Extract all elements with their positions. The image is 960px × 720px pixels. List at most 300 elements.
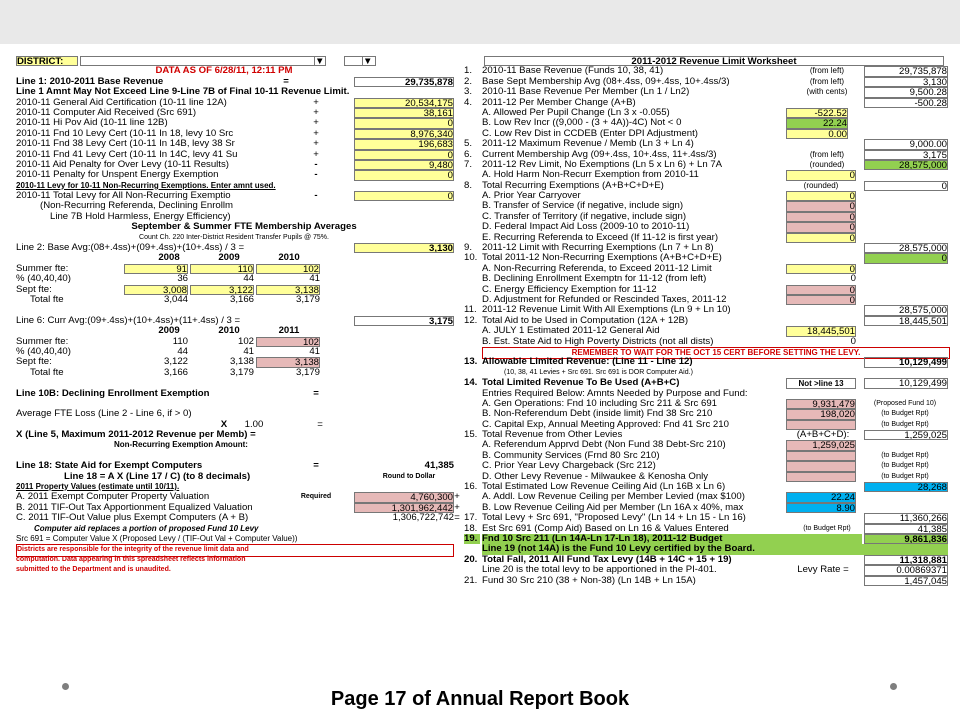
- left-cell: =: [283, 76, 289, 87]
- district-dropdown-arrow[interactable]: ▼: [315, 56, 325, 67]
- right-cell: 9.: [464, 243, 473, 254]
- right-cell[interactable]: 0: [786, 191, 856, 201]
- left-cell[interactable]: 3,008: [124, 285, 188, 295]
- left-cell: 2010: [278, 253, 300, 264]
- right-cell: 14.: [464, 378, 478, 389]
- right-cell: B. Est. State Aid to High Poverty Districts (not all dists): [482, 336, 714, 347]
- left-cell: 2010-11 Levy for 10-11 Non-Recurring Exemptions. Enter amnt used.: [16, 180, 276, 190]
- right-cell[interactable]: [786, 461, 856, 471]
- right-cell: 8.: [464, 180, 473, 191]
- right-cell: 6.: [464, 149, 473, 160]
- left-cell[interactable]: 1,301,962,442: [354, 503, 454, 513]
- right-cell: A. Addl. Low Revenue Ceiling per Member Levied (max $100): [482, 492, 745, 503]
- right-cell[interactable]: 0: [864, 253, 948, 263]
- right-cell[interactable]: 9,500.28: [864, 87, 948, 97]
- right-row: [464, 264, 950, 274]
- right-cell[interactable]: 28,268: [864, 482, 948, 492]
- left-row: [14, 264, 460, 274]
- right-cell: 15.: [464, 430, 478, 441]
- left-row: [14, 534, 460, 544]
- right-cell: 18.: [464, 523, 478, 534]
- left-cell: Summer fte:: [16, 263, 69, 274]
- left-cell: Line 10B: Declining Enrollment Exemption: [16, 388, 210, 399]
- left-cell: Line 2: Base Avg:(08+.4ss)+(09+.4ss)+(10+.4ss) / 3 =: [16, 243, 245, 254]
- right-cell[interactable]: 10,129,499: [864, 357, 948, 367]
- right-cell: (10, 38, 41 Levies + Src 691. Src 691 is DOR Computer Aid.): [504, 368, 693, 376]
- right-row: [464, 201, 950, 211]
- left-row: [14, 233, 460, 243]
- left-cell: DATA AS OF 6/28/11, 12:11 PM: [155, 66, 293, 77]
- right-cell[interactable]: 28,575,000: [864, 305, 948, 315]
- right-cell: (to Budget Rpt): [803, 524, 851, 532]
- right-cell: 16.: [464, 482, 478, 493]
- left-cell: 36: [177, 274, 188, 285]
- top-bar: [0, 0, 960, 44]
- left-row: [14, 337, 460, 347]
- right-row: [464, 472, 950, 482]
- right-cell: B. Low Revenue Ceiling Aid per Member (Ln 16A x 40%, max: [482, 502, 744, 513]
- right-worksheet-pane: [464, 56, 950, 586]
- left-cell: computation. Data appearing in this spreadsheet reflects information: [16, 555, 246, 563]
- right-cell[interactable]: -500.28: [864, 98, 948, 108]
- right-row: [464, 139, 950, 149]
- left-cell[interactable]: 0: [354, 150, 454, 160]
- left-cell: 41: [309, 274, 320, 285]
- right-row: [464, 129, 950, 139]
- left-cell: -: [314, 170, 318, 181]
- right-cell: 2.: [464, 76, 473, 87]
- right-row: [464, 274, 950, 284]
- right-cell: (to Budget Rpt): [881, 451, 929, 459]
- right-cell: Levy Rate =: [797, 565, 849, 576]
- left-cell: 41,385: [424, 461, 454, 472]
- right-row: [464, 368, 950, 378]
- left-row: [14, 555, 460, 565]
- left-cell[interactable]: 102: [256, 337, 320, 347]
- left-row: [14, 316, 460, 326]
- left-cell[interactable]: 9,480: [354, 160, 454, 170]
- left-cell: 3,179: [295, 367, 320, 378]
- right-row: [464, 420, 950, 430]
- left-cell: Line 1 Amnt May Not Exceed Line 9-Line 7B of Final 10-11 Revenue Limit.: [16, 87, 350, 98]
- right-cell: (A+B+C+D):: [796, 430, 850, 441]
- left-row: [14, 440, 460, 450]
- right-row: [464, 440, 950, 450]
- right-cell[interactable]: 0: [786, 170, 856, 180]
- left-row: [14, 368, 460, 378]
- right-row: [464, 108, 950, 118]
- right-cell[interactable]: 0: [786, 264, 856, 274]
- left-cell: Line 7B Hold Harmless, Energy Efficiency): [50, 211, 231, 222]
- right-cell: 1.: [464, 66, 473, 77]
- left-cell: 2011 Property Values (estimate until 10/11).: [16, 482, 180, 492]
- right-cell: Line 19 (not 14A) is the Fund 10 Levy certified by the Board.: [482, 544, 948, 554]
- left-cell: 2011: [278, 326, 300, 337]
- left-row: [14, 201, 460, 211]
- left-row: [14, 170, 460, 180]
- left-cell: 2010-11 Computer Aid Received (Src 691): [16, 107, 197, 118]
- left-cell: (Non-Recurring Referenda, Declining Enrollm: [40, 201, 234, 212]
- right-cell: Total 2011-12 Non-Recurring Exemptions (A+B+C+D+E): [482, 253, 722, 264]
- left-cell: C. 2011 TIF-Out Value plus Exempt Computers (A + B): [16, 513, 249, 524]
- left-row: [14, 430, 460, 440]
- left-cell: 2010-11 Fnd 38 Levy Cert (10-11 In 14B, levy 38 Sr: [16, 139, 235, 150]
- left-row: [14, 503, 460, 513]
- right-cell[interactable]: 8.90: [786, 503, 856, 513]
- left-cell: Sept fte:: [16, 357, 52, 368]
- left-cell[interactable]: 38,161: [354, 108, 454, 118]
- left-cell[interactable]: 3,130: [354, 243, 454, 253]
- right-cell: Allowable Limited Revenue: (Line 11 - Line 12): [482, 357, 693, 368]
- left-cell: 41: [243, 346, 254, 357]
- left-row: [14, 347, 460, 357]
- left-cell: =: [313, 388, 319, 399]
- left-row: [14, 87, 460, 97]
- right-cell: Total Limited Revenue To Be Used (A+B+C): [482, 378, 680, 389]
- right-cell: 17.: [464, 513, 478, 524]
- right-row: [464, 399, 950, 409]
- left-row: [14, 222, 460, 232]
- left-cell[interactable]: 91: [124, 264, 188, 274]
- right-cell[interactable]: 1,259,025: [786, 440, 856, 450]
- right-cell: 5.: [464, 139, 473, 150]
- right-cell[interactable]: [786, 451, 856, 461]
- right-cell: 2011-12 Per Member Change (A+B): [482, 97, 636, 108]
- left-row: [14, 243, 460, 253]
- left-cell: Line 18: State Aid for Exempt Computers: [16, 461, 203, 472]
- right-cell: Total Revenue from Other Levies: [482, 430, 623, 441]
- right-cell: E. Recurring Referenda to Exceed (If 11-12 is first year): [482, 232, 719, 243]
- right-cell[interactable]: 0.00869371: [864, 565, 948, 575]
- right-cell[interactable]: 28,575,000: [864, 160, 948, 170]
- left-row: [14, 108, 460, 118]
- left-row: [14, 191, 460, 201]
- right-cell[interactable]: [786, 472, 856, 482]
- left-cell: 1.00: [244, 419, 264, 430]
- left-cell: +: [313, 139, 319, 150]
- left-cell: 41: [309, 346, 320, 357]
- right-cell[interactable]: 18,445,501: [786, 326, 856, 336]
- right-cell: A. Referendum Apprvd Debt (Non Fund 38 Debt-Src 210): [482, 440, 726, 451]
- right-cell[interactable]: 22.24: [786, 118, 848, 128]
- right-cell: (to Budget Rpt): [881, 462, 929, 470]
- left-cell[interactable]: 4,760,300: [354, 492, 454, 502]
- right-cell: A. JULY 1 Estimated 2011-12 General Aid: [482, 326, 660, 337]
- right-cell: 3.: [464, 87, 473, 98]
- right-cell: D. Federal Impact Aid Loss (2009-10 to 2010-11): [482, 222, 690, 233]
- right-cell: 0: [850, 336, 856, 347]
- right-cell: 20.: [464, 554, 478, 565]
- left-row: [14, 274, 460, 284]
- right-row: [464, 66, 950, 76]
- right-row: [464, 565, 950, 575]
- right-cell: A. Allowed Per Pupil Change (Ln 3 x -0.055): [482, 107, 670, 118]
- right-row: [464, 378, 950, 388]
- right-cell: (with cents): [806, 87, 848, 97]
- left-cell: 2010-11 Hi Pov Aid (10-11 line 12B): [16, 118, 168, 129]
- left-cell: September & Summer FTE Membership Averages: [131, 222, 357, 233]
- left-row: [14, 295, 460, 305]
- left-cell: % (40,40,40): [16, 274, 71, 285]
- right-row: [464, 430, 950, 440]
- left-row: [14, 150, 460, 160]
- left-cell: +: [313, 128, 319, 139]
- left-row: [14, 118, 460, 128]
- right-cell[interactable]: 9,000.00: [864, 139, 948, 149]
- left-row: [14, 482, 460, 492]
- left-cell[interactable]: 102: [256, 264, 320, 274]
- right-cell[interactable]: 41,385: [864, 524, 948, 534]
- left-cell: Required: [300, 493, 332, 501]
- left-cell: 2010-11 Total Levy for All Non-Recurring Exemptio: [16, 191, 231, 202]
- left-cell: X: [220, 419, 228, 430]
- right-cell: C. Prior Year Levy Chargeback (Src 212): [482, 461, 656, 472]
- left-cell: 1,306,722,742: [392, 513, 454, 524]
- right-cell: A. Hold Harm Non-Recurr Exemption from 2010-11: [482, 170, 699, 181]
- left-row: [14, 524, 460, 534]
- left-cell[interactable]: 0: [354, 170, 454, 180]
- right-cell: Current Membership Avg (09+.4ss, 10+.4ss, 11+.4ss/3): [482, 149, 717, 160]
- right-cell[interactable]: 3,130: [864, 77, 948, 87]
- right-row: [464, 555, 950, 565]
- left-cell[interactable]: 3,122: [190, 285, 254, 295]
- right-cell[interactable]: 29,735,878: [864, 66, 948, 76]
- left-row: [14, 357, 460, 367]
- left-row: [14, 420, 460, 430]
- right-cell: 2010-11 Base Revenue (Funds 10, 38, 41): [482, 66, 664, 77]
- left-cell: Average FTE Loss (Line 2 - Line 6, if > 0): [16, 409, 192, 420]
- right-cell: C. Low Rev Dist in CCDEB (Enter DPI Adjustment): [482, 128, 698, 139]
- right-cell: 0: [850, 274, 856, 285]
- right-row: [464, 409, 950, 419]
- left-cell: Total fte: [30, 294, 64, 305]
- right-row: [464, 347, 950, 357]
- right-cell: Total Recurring Exemptions (A+B+C+D+E): [482, 180, 664, 191]
- right-row: [464, 576, 950, 586]
- right-row: [464, 170, 950, 180]
- right-cell[interactable]: 0: [786, 233, 856, 243]
- right-cell[interactable]: 1,259,025: [864, 430, 948, 440]
- left-cell[interactable]: 3,138: [256, 357, 320, 367]
- right-cell[interactable]: 0: [786, 201, 856, 211]
- left-cell: +: [454, 492, 460, 503]
- right-cell: 12.: [464, 315, 478, 326]
- right-cell: 2011-12 Rev Limit, No Exemptions (Ln 5 x Ln 6) + Ln 7A: [482, 159, 723, 170]
- right-cell[interactable]: 10,129,499: [864, 378, 948, 388]
- left-row: [14, 253, 460, 263]
- left-cell: +: [313, 118, 319, 129]
- left-cell[interactable]: 8,976,340: [354, 129, 454, 139]
- right-row: [464, 87, 950, 97]
- right-cell[interactable]: 0: [786, 212, 856, 222]
- right-cell[interactable]: 2011-2012 Revenue Limit Worksheet: [484, 56, 944, 66]
- right-row: [464, 243, 950, 253]
- right-cell[interactable]: 11,318,881: [864, 555, 948, 565]
- left-row: [14, 565, 460, 575]
- left-cell: 3,166: [163, 367, 188, 378]
- right-row: [464, 451, 950, 461]
- right-cell: C. Energy Efficiency Exemption for 11-12: [482, 284, 657, 295]
- left-cell[interactable]: 0: [354, 191, 454, 201]
- right-cell: Total Levy + Src 691, "Proposed Levy" (Ln 14 + Ln 15 - Ln 16): [482, 513, 746, 524]
- right-row: [464, 160, 950, 170]
- right-cell: Fund 30 Src 210 (38 + Non-38) (Ln 14B + Ln 15A): [482, 575, 696, 586]
- right-cell: D. Other Levy Revenue - Milwaukee & Kenosha Only: [482, 471, 709, 482]
- right-cell[interactable]: 22.24: [786, 492, 856, 502]
- left-cell[interactable]: 196,683: [354, 139, 454, 149]
- right-row: [464, 295, 950, 305]
- left-cell: 2010-11 Fnd 41 Levy Cert (10-11 In 14C, levy 41 Su: [16, 149, 238, 160]
- right-cell[interactable]: 28,575,000: [864, 243, 948, 253]
- right-cell[interactable]: -522.52: [786, 108, 848, 118]
- left-cell: 2010-11 General Aid Certification (10-11 line 12A): [16, 97, 227, 108]
- right-row: [464, 118, 950, 128]
- left-cell: A. 2011 Exempt Computer Property Valuation: [16, 492, 210, 503]
- left-cell[interactable]: 110: [190, 264, 254, 274]
- right-row: [464, 326, 950, 336]
- right-cell: A. Prior Year Carryover: [482, 191, 581, 202]
- left-cell: +: [313, 107, 319, 118]
- right-cell: (from left): [809, 149, 845, 159]
- left-cell[interactable]: 0: [354, 118, 454, 128]
- district-dropdown-arrow-2[interactable]: ▼: [362, 56, 376, 66]
- left-cell: +: [313, 149, 319, 160]
- left-row: [14, 181, 460, 191]
- right-cell: 4.: [464, 97, 473, 108]
- left-cell: X (Line 5, Maximum 2011-2012 Revenue per Memb) =: [16, 430, 256, 441]
- left-row: [14, 544, 460, 554]
- left-worksheet-pane: [14, 56, 460, 576]
- right-cell: Line 20 is the total levy to be apportioned in the PI-401.: [482, 565, 717, 576]
- left-cell[interactable]: 3,175: [354, 316, 454, 326]
- left-cell: 102: [237, 336, 254, 347]
- left-cell[interactable]: DISTRICT:: [16, 56, 78, 66]
- left-cell: =: [313, 461, 319, 472]
- left-row: [14, 56, 460, 66]
- left-cell: Line 18 = A X (Line 17 / C) (to 8 decimals): [64, 471, 251, 482]
- right-row: [464, 233, 950, 243]
- right-cell[interactable]: 0: [786, 295, 856, 305]
- right-cell[interactable]: 0.00: [786, 129, 848, 139]
- left-cell[interactable]: [80, 56, 326, 66]
- right-cell: 2010-11 Base Revenue Per Member (Ln 1 / Ln2): [482, 87, 690, 98]
- right-cell: A. Non-Recurring Referenda, to Exceed 2011-12 Limit: [482, 263, 712, 274]
- right-row: [464, 544, 950, 554]
- right-cell[interactable]: 9,861,836: [864, 534, 948, 544]
- right-row: [464, 316, 950, 326]
- right-cell[interactable]: 3,175: [864, 150, 948, 160]
- left-cell: 3,044: [163, 294, 188, 305]
- right-cell[interactable]: 198,020: [786, 409, 856, 419]
- left-cell: 2009: [158, 326, 180, 337]
- right-row: [464, 357, 950, 367]
- left-cell: =: [317, 419, 323, 430]
- right-cell[interactable]: 18,445,501: [864, 316, 948, 326]
- left-row: [14, 399, 460, 409]
- left-row: [14, 77, 460, 87]
- right-cell: C. Transfer of Territory (if negative, include sign): [482, 211, 687, 222]
- left-cell: 2010: [218, 326, 240, 337]
- left-cell: Count Ch. 220 Inter-District Resident Transfer Pupils @ 75%.: [139, 233, 329, 241]
- left-row: [14, 129, 460, 139]
- left-cell: 2009: [218, 253, 240, 264]
- right-cell[interactable]: Not >line 13: [786, 378, 856, 388]
- right-row: [464, 305, 950, 315]
- right-cell: 13.: [464, 357, 478, 368]
- left-cell[interactable]: 29,735,878: [354, 77, 454, 87]
- left-row: [14, 326, 460, 336]
- left-cell: 3,179: [229, 367, 254, 378]
- left-cell: 3,179: [295, 294, 320, 305]
- right-row: [464, 222, 950, 232]
- right-cell[interactable]: 9,931,479: [786, 399, 856, 409]
- right-row: [464, 77, 950, 87]
- left-cell: 3,138: [229, 357, 254, 368]
- left-cell: +: [313, 97, 319, 108]
- right-cell: B. Low Rev Incr ((9,000 - (3 + 4A))-4C) Not < 0: [482, 118, 682, 129]
- left-cell: Total fte: [30, 367, 64, 378]
- right-cell: B. Declining Enrollment Exemptn for 11-12 (from left): [482, 274, 707, 285]
- right-cell: (to Budget Rpt): [881, 420, 929, 428]
- left-cell: Round to Dollar: [382, 472, 436, 480]
- right-row: [464, 524, 950, 534]
- left-cell: +: [454, 502, 460, 513]
- right-cell: 11.: [464, 305, 477, 316]
- left-cell: Districts are responsible for the integrity of the revenue limit data and: [16, 544, 454, 556]
- right-cell: 2011-12 Revenue Limit With All Exemptions (Ln 9 + Ln 10): [482, 305, 731, 316]
- left-row: [14, 66, 460, 76]
- right-cell: Total Estimated Low Revenue Ceiling Aid (Ln 16B x Ln 6): [482, 482, 726, 493]
- right-cell[interactable]: 0: [786, 222, 856, 232]
- right-cell[interactable]: 11,360,266: [864, 513, 948, 523]
- right-cell[interactable]: 0: [786, 285, 856, 295]
- left-cell: Line 6: Curr Avg:(09+.4ss)+(10+.4ss)+(11+.4ss) / 3 =: [16, 315, 241, 326]
- left-cell: Line 1: 2010-2011 Base Revenue: [16, 76, 164, 87]
- right-row: [464, 492, 950, 502]
- left-cell[interactable]: 3,138: [256, 285, 320, 295]
- left-cell: =: [454, 513, 460, 524]
- left-cell: 44: [243, 274, 254, 285]
- right-row: [464, 389, 950, 399]
- right-cell: 2011-12 Limit with Recurring Exemptions (Ln 7 + Ln 8): [482, 243, 714, 254]
- page-footer: Page 17 of Annual Report Book: [330, 688, 630, 710]
- right-cell: Entries Required Below: Amnts Needed by Purpose and Fund:: [482, 388, 748, 399]
- right-row: [464, 482, 950, 492]
- left-cell: 3,122: [163, 357, 188, 368]
- right-cell: A. Gen Operations: Fnd 10 including Src 211 & Src 691: [482, 398, 717, 409]
- left-row: [14, 285, 460, 295]
- right-cell: 7.: [464, 159, 473, 170]
- left-cell: Non-Recurring Exemption Amount:: [114, 440, 248, 450]
- left-cell[interactable]: 20,534,175: [354, 98, 454, 108]
- left-row: [14, 98, 460, 108]
- right-cell: B. Non-Referendum Debt (inside limit) Fnd 38 Src 210: [482, 409, 713, 420]
- right-cell[interactable]: [786, 420, 856, 430]
- left-row: [14, 472, 460, 482]
- right-row: [464, 191, 950, 201]
- right-cell: 19.: [464, 534, 480, 544]
- right-cell: B. Transfer of Service (if negative, include sign): [482, 201, 684, 212]
- left-cell: 110: [172, 336, 188, 347]
- right-row: [464, 503, 950, 513]
- right-cell[interactable]: 0: [864, 181, 948, 191]
- left-cell: B. 2011 TIF-Out Tax Apportionment Equalized Valuation: [16, 502, 253, 513]
- left-cell: Computer aid replaces a portion of proposed Fund 10 Levy: [34, 523, 259, 533]
- right-cell: (to Budget Rpt): [881, 472, 929, 480]
- right-cell[interactable]: 1,457,045: [864, 576, 948, 586]
- right-row: [464, 337, 950, 347]
- left-cell: 2010-11 Aid Penalty for Over Levy (10-11 Results): [16, 159, 229, 170]
